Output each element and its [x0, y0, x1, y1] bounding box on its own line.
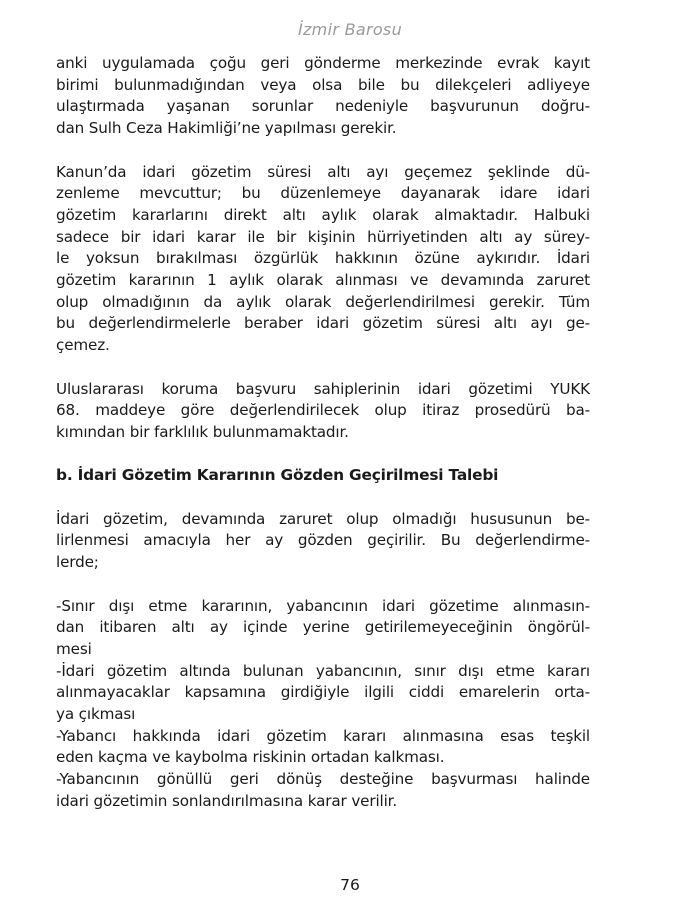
text-line: gözetim kararlarını direkt altı aylık olarak almaktadır. Halbuki [56, 205, 590, 224]
paragraph-2 [56, 162, 590, 357]
text-line: dan Sulh Ceza Hakimliği’ne yapılması gerekir. [56, 119, 397, 138]
text-line: 68. maddeye göre değerlendirilecek olup itiraz prosedürü ba- [56, 401, 590, 420]
text-line: bu değerlendirmelerle beraber idari gözetim süresi altı ayı ge- [56, 314, 590, 333]
paragraph-gap [56, 357, 590, 379]
text-line: Kanun’da idari gözetim süresi altı ayı geçemez şeklinde dü- [56, 162, 590, 181]
list-item [56, 769, 590, 812]
running-header: İzmir Barosu [297, 20, 403, 39]
text-line: idari gözetimin sonlandırılmasına karar verilir. [56, 791, 398, 810]
page-body [56, 53, 590, 813]
paragraph-gap [56, 140, 590, 162]
text-line: kımından bir farklılık bulunmamaktadır. [56, 422, 349, 441]
text-line: lirlenmesi amacıyla her ay gözden geçirilir. Bu değerlendirme- [56, 531, 590, 550]
paragraph-gap [56, 574, 590, 596]
paragraph-gap [56, 444, 590, 466]
text-line: -Yabancının gönüllü geri dönüş desteğine başvurması halinde [56, 770, 590, 789]
text-line: ulaştırmada yaşanan sorunlar nedeniyle başvurunun doğru- [56, 97, 590, 116]
text-line: -İdari gözetim altında bulunan yabancının, sınır dışı etme kararı [56, 661, 590, 680]
text-line: -Yabancı hakkında idari gözetim kararı alınmasına esas teşkil [56, 726, 590, 745]
list-item [56, 596, 590, 661]
text-line: -Sınır dışı etme kararının, yabancının idari gözetime alınmasın- [56, 596, 590, 615]
text-line: çemez. [56, 336, 110, 355]
text-line: zenleme mevcuttur; bu düzenlemeye dayanarak idare idari [56, 184, 590, 203]
paragraph-gap [56, 487, 590, 509]
text-line: lerde; [56, 553, 99, 572]
text-line: sadece bir idari karar ile bir kişinin hürriyetinden altı ay sürey- [56, 227, 590, 246]
text-line: ya çıkması [56, 705, 136, 724]
page-number: 76 [340, 876, 360, 894]
section-heading: b. İdari Gözetim Kararının Gözden Geçirilmesi Talebi [56, 466, 499, 485]
text-line: anki uygulamada çoğu geri gönderme merkezinde evrak kayıt [56, 54, 590, 72]
text-line: le yoksun bırakılması özgürlük hakkının özüne aykırıdır. İdari [56, 249, 590, 268]
list-item [56, 661, 590, 726]
list-item [56, 726, 590, 769]
text-line: gözetim kararının 1 aylık olarak alınması ve devamında zaruret [56, 271, 590, 290]
paragraph-3 [56, 379, 590, 444]
text-line: dan itibaren altı ay içinde yerine getirilemeyeceğinin öngörül- [56, 618, 590, 637]
text-line: olup olmadığının da aylık olarak değerlendirilmesi gerekir. Tüm [56, 292, 590, 311]
text-line: mesi [56, 639, 92, 658]
paragraph-1 [56, 53, 590, 140]
criteria-list [56, 596, 590, 813]
text-line: eden kaçma ve kaybolma riskinin ortadan kalkması. [56, 748, 445, 767]
text-line: alınmayacaklar kapsamına girdiğiyle ilgili ciddi emarelerin orta- [56, 683, 590, 702]
text-line: birimi bulunmadığından veya olsa bile bu dilekçeleri adliyeye [56, 75, 590, 94]
text-line: Uluslararası koruma başvuru sahiplerinin idari gözetimi YUKK [56, 379, 590, 398]
text-line: İdari gözetim, devamında zaruret olup olmadığı hususunun be- [56, 509, 590, 528]
section-intro [56, 509, 590, 574]
